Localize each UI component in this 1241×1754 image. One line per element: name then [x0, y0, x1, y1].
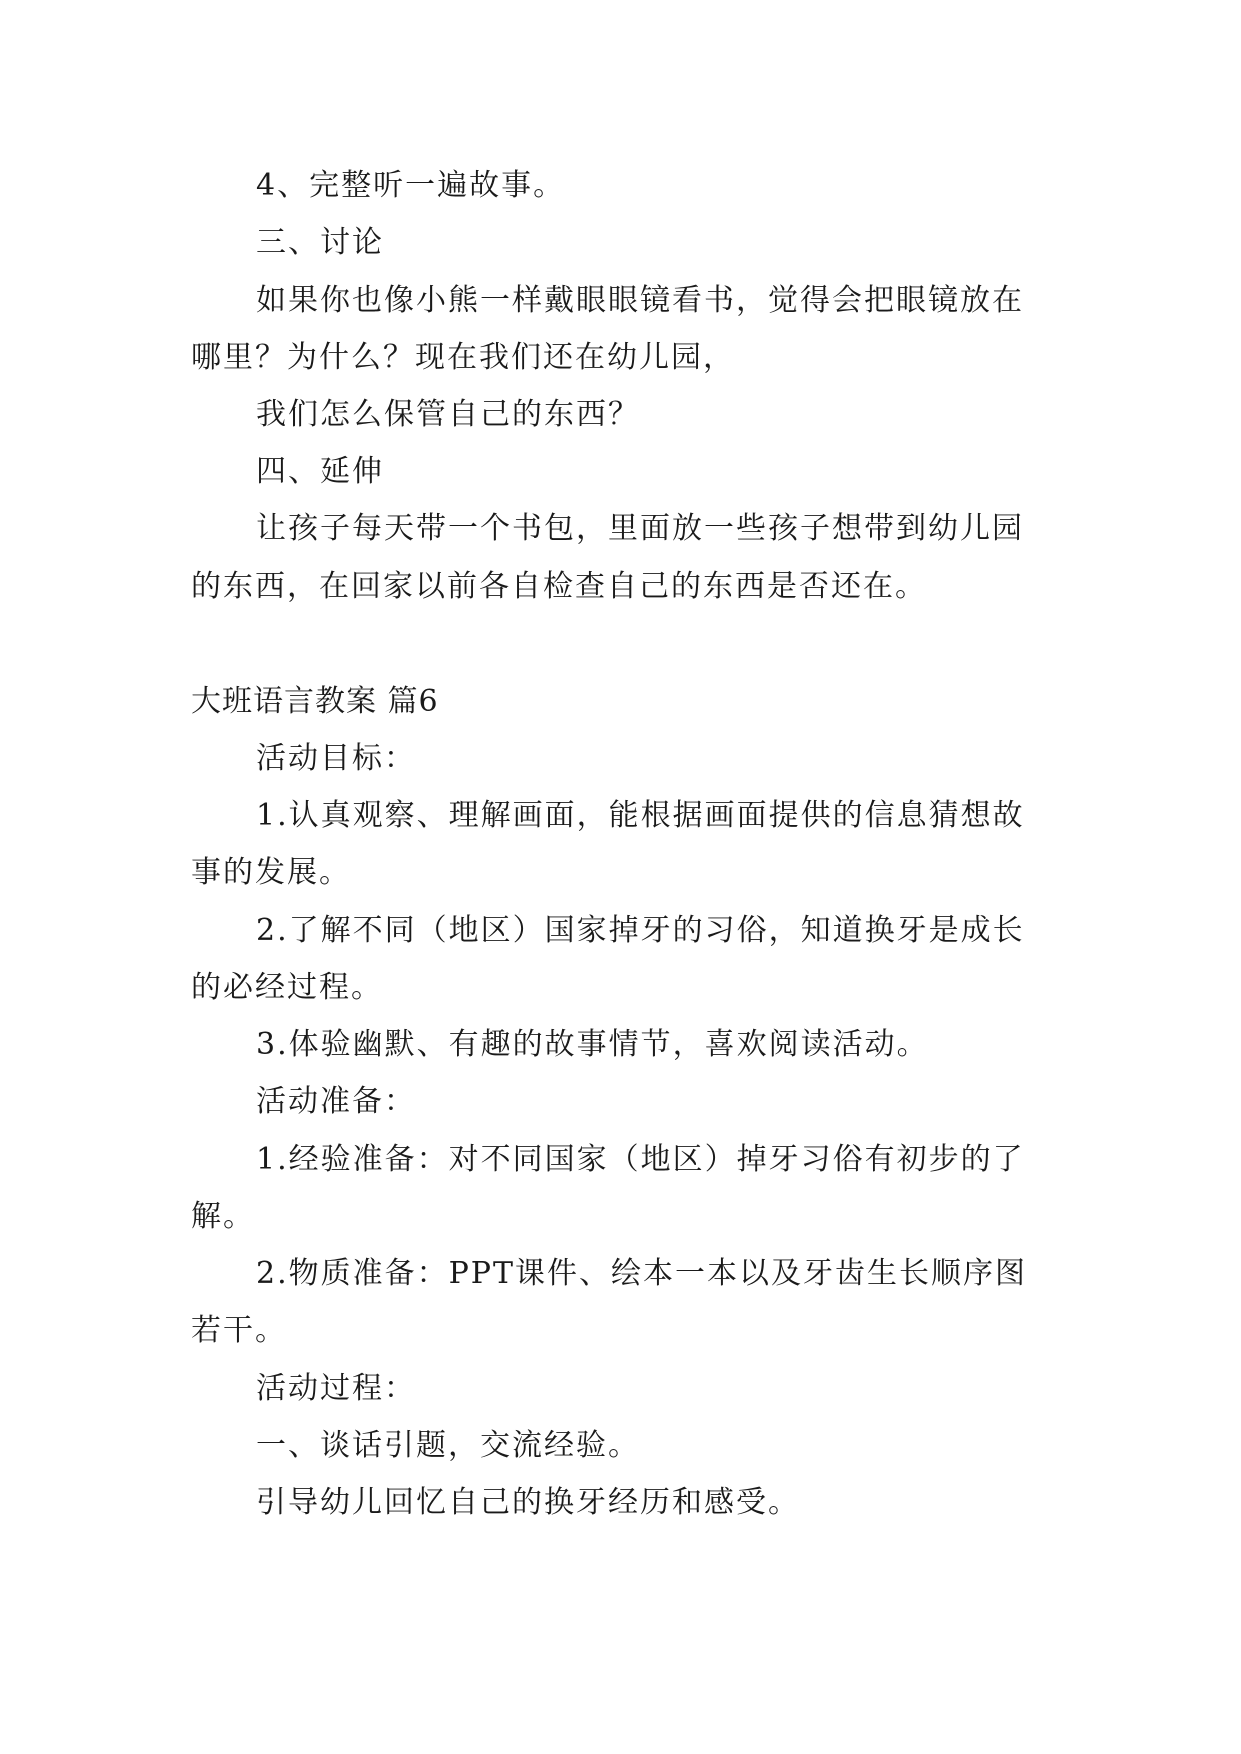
- text-line: 让孩子每天带一个书包，里面放一些孩子想带到幼儿园: [256, 511, 1024, 546]
- section-heading: 活动目标：: [256, 741, 416, 776]
- text-line: 3.体验幽默、有趣的故事情节，喜欢阅读活动。: [256, 1027, 929, 1062]
- text-line: 2.了解不同（地区）国家掉牙的习俗，知道换牙是成长: [256, 913, 1025, 948]
- text-line: 我们怎么保管自己的东西？: [256, 397, 640, 432]
- section-heading: 活动过程：: [256, 1371, 416, 1406]
- text-line: 引导幼儿回忆自己的换牙经历和感受。: [256, 1485, 800, 1520]
- text-line: 哪里？为什么？现在我们还在幼儿园，: [191, 340, 735, 375]
- text-line: 一、谈话引题，交流经验。: [256, 1428, 640, 1463]
- text-line: 解。: [191, 1199, 255, 1234]
- text-line: 2.物质准备：PPT课件、绘本一本以及牙齿生长顺序图: [256, 1256, 1028, 1291]
- text-line: 4、完整听一遍故事。: [256, 168, 566, 203]
- section-heading: 三、讨论: [256, 225, 384, 260]
- text-line: 1.经验准备：对不同国家（地区）掉牙习俗有初步的了: [256, 1142, 1025, 1177]
- text-line: 1.认真观察、理解画面，能根据画面提供的信息猜想故: [256, 798, 1025, 833]
- page-title: 大班语言教案 篇6: [191, 684, 439, 719]
- text-line: 的必经过程。: [191, 970, 383, 1005]
- text-line: 的东西，在回家以前各自检查自己的东西是否还在。: [191, 569, 927, 604]
- text-line: 如果你也像小熊一样戴眼眼镜看书，觉得会把眼镜放在: [256, 283, 1024, 318]
- section-heading: 活动准备：: [256, 1084, 416, 1119]
- text-line: 事的发展。: [191, 855, 351, 890]
- text-line: 若干。: [191, 1313, 287, 1348]
- section-heading: 四、延伸: [256, 454, 384, 489]
